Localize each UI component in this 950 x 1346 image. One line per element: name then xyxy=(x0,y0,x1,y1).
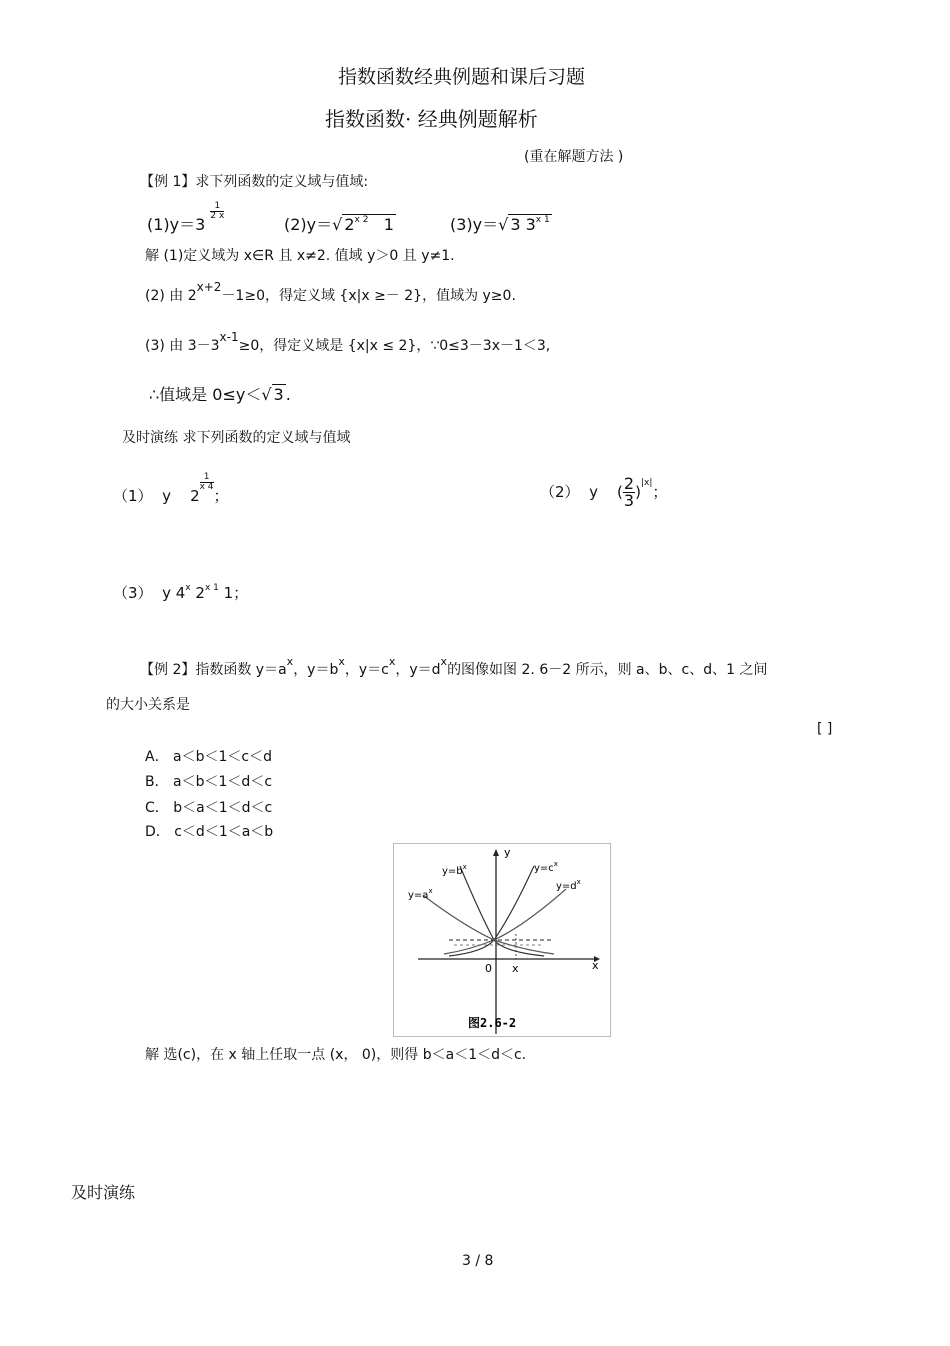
sqrt-icon: √ xyxy=(498,215,509,234)
example1-solution-3: (3) 由 3－3x-1≥0，得定义域是 {x|x ≤ 2}，∵0≤3－3x－1＜3, xyxy=(145,330,551,354)
section-subtitle: 指数函数· 经典例题解析 xyxy=(325,107,538,131)
example2-statement-line2: 的大小关系是 xyxy=(106,697,190,713)
practice-section-heading: 及时演练 xyxy=(71,1183,136,1202)
example1-heading: 【例 1】求下列函数的定义域与值域: xyxy=(140,174,369,190)
formula-3-radicand: 3 $3^{x 1}$ xyxy=(510,215,550,234)
axis-y-label: y xyxy=(504,846,511,859)
curve-c xyxy=(449,866,534,956)
formula-3-prefix: (3)y＝ xyxy=(450,215,499,234)
practice1-item-1: （1） y 2 $\frac{1}{x 4}$ ； xyxy=(113,472,229,505)
practice1-heading: 及时演练 求下列函数的定义域与值域 xyxy=(122,430,351,446)
document-title: 指数函数经典例题和课后习题 xyxy=(338,66,586,88)
formula-1-exponent xyxy=(210,202,224,221)
example1-formula-2 xyxy=(284,212,396,235)
option-d: D． c＜d＜1＜a＜b xyxy=(145,824,274,840)
example1-solution-4: ∴值域是 0≤y＜√ 3 . xyxy=(149,385,291,404)
page-number: 3 / 8 xyxy=(462,1253,494,1269)
example2-statement: 【例 2】指数函数 $y=a^x$，$y=b^x$，$y=c^x$，$y=d^x$的图像如图 2. 6－2 所示，则 a、b、c、d、1 之间 xyxy=(140,655,768,678)
sqrt-icon: √ xyxy=(332,215,343,234)
answer-bracket: [ ] xyxy=(817,721,833,737)
origin-label: 0 xyxy=(485,962,492,975)
example2-solution: 解 选(c)，在 x 轴上任取一点 (x， 0)，则得 b＜a＜1＜d＜c. xyxy=(145,1047,527,1063)
example1-formula-1 xyxy=(147,201,225,235)
label-cx: $y=c^x$ xyxy=(534,860,558,874)
example1-formula-3 xyxy=(450,212,552,235)
label-ax: $y=a^x$ xyxy=(408,887,433,901)
method-note: (重在解题方法 ) xyxy=(524,149,624,165)
formula-1-prefix: (1)y＝3 xyxy=(147,215,206,234)
option-b: B． a＜b＜1＜d＜c xyxy=(145,774,273,790)
tick-x-label: x xyxy=(512,962,519,975)
formula-2-prefix: (2)y＝ xyxy=(284,215,333,234)
formula-2-radicand: $2^{x 2}$ 1 xyxy=(344,215,394,234)
exponential-graph xyxy=(394,844,610,1036)
curve-d xyxy=(444,889,566,954)
sqrt-icon: √ xyxy=(261,385,272,404)
option-c: C． b＜a＜1＜d＜c xyxy=(145,800,273,816)
exponential-graph-figure xyxy=(393,843,611,1037)
axis-x-label: x xyxy=(592,959,599,972)
label-bx: $y=b^x$ xyxy=(442,863,467,877)
example1-solution-2: (2) 由 2x+2－1≥0，得定义域 {x|x ≥－ 2}，值域为 y≥0. xyxy=(145,280,516,304)
formula-1-exp-den: 2 x xyxy=(210,211,225,221)
example1-solution-1: 解 (1)定义域为 x∈R 且 x≠2. 值域 y＞0 且 y≠1. xyxy=(145,248,455,264)
y-axis-arrow-icon xyxy=(493,849,499,856)
practice1-item-3: （3） y 4$^x$ $2^{x 1}$ 1； xyxy=(113,583,249,602)
label-dx: $y=d^x$ xyxy=(556,878,581,892)
option-a: A． a＜b＜1＜c＜d xyxy=(145,749,272,765)
formula-1-exp-num: 1 xyxy=(210,202,224,212)
figure-caption: 图2.6-2 xyxy=(468,1016,517,1030)
practice1-item-2: （2） y ( $\frac{2}{3}$ )$^{|x|}$； xyxy=(540,474,668,510)
